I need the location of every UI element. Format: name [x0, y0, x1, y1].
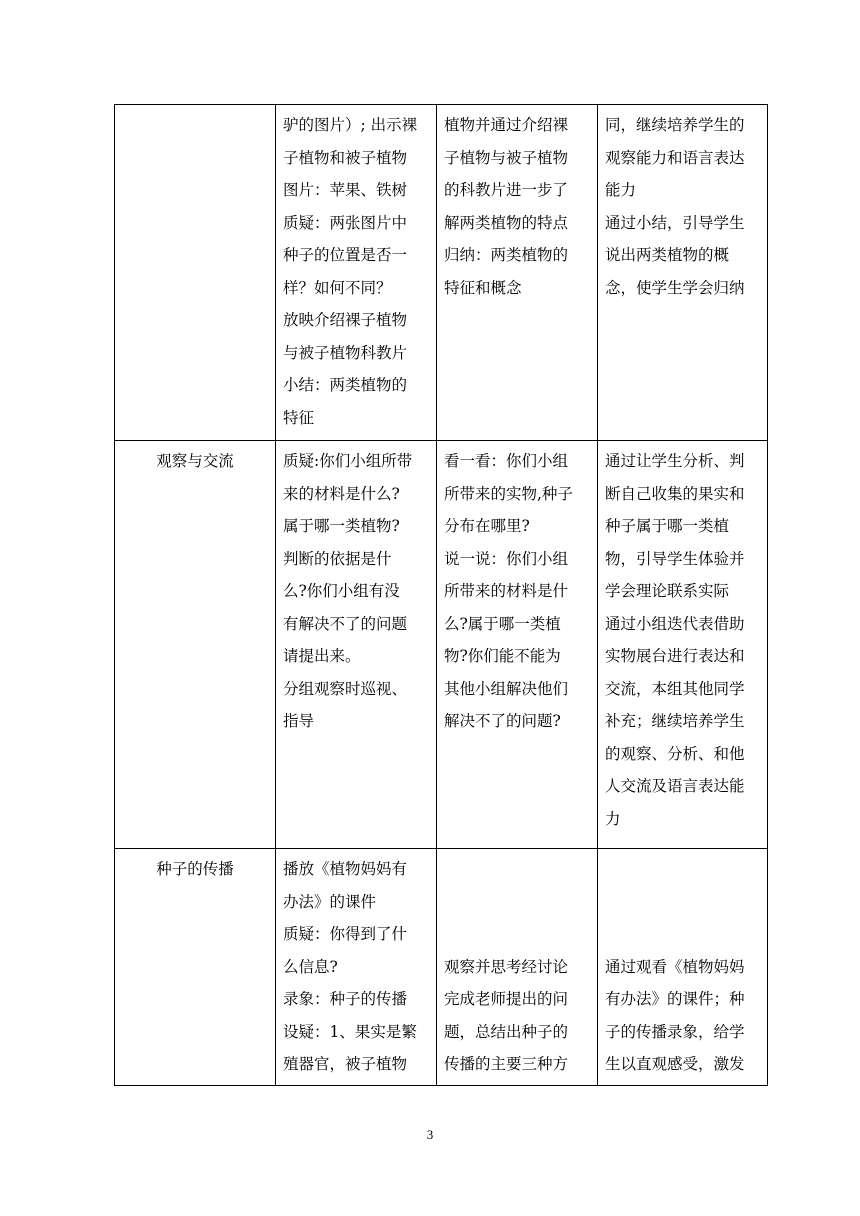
table-row	[115, 105, 768, 441]
text-line: 能力	[605, 181, 637, 199]
text-line: 图片：苹果、铁树	[283, 181, 408, 199]
text-line: 所带来的材料是什	[444, 582, 569, 600]
text-line: 质疑：两张图片中	[283, 213, 408, 232]
student-activity-cell	[437, 849, 598, 1086]
design-intent-cell	[598, 441, 768, 849]
text-line: 通过小结，引导学生	[605, 213, 745, 232]
text-line: 录象：种子的传播	[283, 990, 408, 1008]
text-line: 题，总结出种子的	[444, 1022, 569, 1041]
text-line: 说一说：你们小组	[444, 549, 569, 568]
text-line: 有办法》的课件；种	[605, 990, 745, 1008]
text-line: 设疑：1、果实是繁	[283, 1022, 417, 1041]
text-line: 人交流及语言表达能	[605, 777, 745, 795]
text-line: 质疑：你得到了什	[283, 925, 408, 943]
text-line: 植物并通过介绍裸	[444, 116, 569, 134]
text-line: 放映介绍裸子植物	[283, 311, 408, 329]
text-line: 物?你们能不能为	[444, 647, 561, 665]
category-cell: 观察与交流	[115, 441, 276, 849]
text-line: 传播的主要三种方	[444, 1055, 569, 1073]
text-line: 分组观察时巡视、	[283, 679, 408, 698]
text-line: 观察并思考经讨论	[444, 957, 569, 976]
text-line: 么信息?	[283, 957, 338, 976]
category-cell	[115, 105, 276, 441]
text-line: 殖器官，被子植物	[283, 1055, 408, 1073]
text-line: 同，继续培养学生的	[605, 116, 745, 134]
text-line: 种子属于哪一类植	[605, 517, 730, 535]
student-activity-cell	[437, 105, 598, 441]
table-row	[115, 441, 768, 849]
text-line: 其他小组解决他们	[444, 679, 569, 698]
text-line: 通过让学生分析、判	[605, 452, 745, 470]
teacher-activity-cell	[276, 441, 437, 849]
text-line: 念，使学生学会归纳	[605, 278, 745, 297]
text-line: 生以直观感受，激发	[605, 1055, 745, 1073]
text-line: 来的材料是什么?	[283, 484, 400, 503]
text-line: 交流，本组其他同学	[605, 679, 745, 698]
text-line: 有解决不了的问题	[283, 614, 408, 633]
text-line: 解两类植物的特点	[444, 213, 569, 232]
text-line: 驴的图片）; 出示裸	[283, 116, 418, 134]
text-line: 观察能力和语言表达	[605, 148, 745, 167]
teacher-activity-cell	[276, 105, 437, 441]
text-line: 特征	[283, 408, 315, 427]
text-line: 样？如何不同？	[283, 278, 392, 297]
text-line: 子植物和被子植物	[283, 148, 408, 167]
category-cell: 种子的传播	[115, 849, 276, 1086]
text-line: 所带来的实物,种子	[444, 484, 573, 503]
text-line: 小结：两类植物的	[283, 376, 408, 394]
text-line: 分布在哪里?	[444, 517, 530, 535]
text-line: 特征和概念	[444, 278, 522, 297]
text-line: 子植物与被子植物	[444, 148, 569, 167]
text-line: 质疑:你们小组所带	[283, 452, 413, 470]
text-line: 学会理论联系实际	[605, 582, 730, 600]
text-line: 物，引导学生体验并	[605, 549, 745, 568]
text-line: 么?你们小组有没	[283, 582, 400, 600]
text-line: 看一看：你们小组	[444, 452, 569, 470]
text-line: 播放《植物妈妈有	[283, 860, 408, 878]
text-line: 完成老师提出的问	[444, 990, 569, 1008]
text-line: 么?属于哪一类植	[444, 614, 561, 633]
text-line: 实物展台进行表达和	[605, 647, 745, 665]
page-number: 3	[426, 1127, 434, 1142]
text-line: 解决不了的问题?	[444, 712, 561, 730]
text-line: 指导	[283, 712, 315, 730]
teacher-activity-cell	[276, 849, 437, 1086]
design-intent-cell	[598, 105, 768, 441]
text-line: 与被子植物科教片	[283, 343, 408, 362]
text-line: 归纳：两类植物的	[444, 246, 569, 264]
text-line: 力	[605, 809, 621, 828]
text-line: 的观察、分析、和他	[605, 744, 745, 763]
student-activity-cell	[437, 441, 598, 849]
text-line: 通过小组迭代表借助	[605, 614, 745, 633]
lesson-plan-table	[114, 104, 768, 1086]
text-line: 子的传播录象，给学	[605, 1022, 745, 1041]
text-line: 请提出来。	[283, 647, 361, 665]
design-intent-cell	[598, 849, 768, 1086]
text-line: 判断的依据是什	[283, 549, 392, 568]
text-line: 种子的位置是否一	[283, 246, 408, 264]
text-line: 属于哪一类植物?	[283, 517, 400, 535]
text-line: 说出两类植物的概	[605, 246, 730, 264]
text-line: 通过观看《植物妈妈	[605, 957, 745, 976]
table-row	[115, 849, 768, 1086]
text-line: 断自己收集的果实和	[605, 484, 745, 503]
text-line: 的科教片进一步了	[444, 181, 569, 199]
text-line: 补充；继续培养学生	[605, 712, 745, 730]
text-line: 办法》的课件	[283, 892, 377, 911]
